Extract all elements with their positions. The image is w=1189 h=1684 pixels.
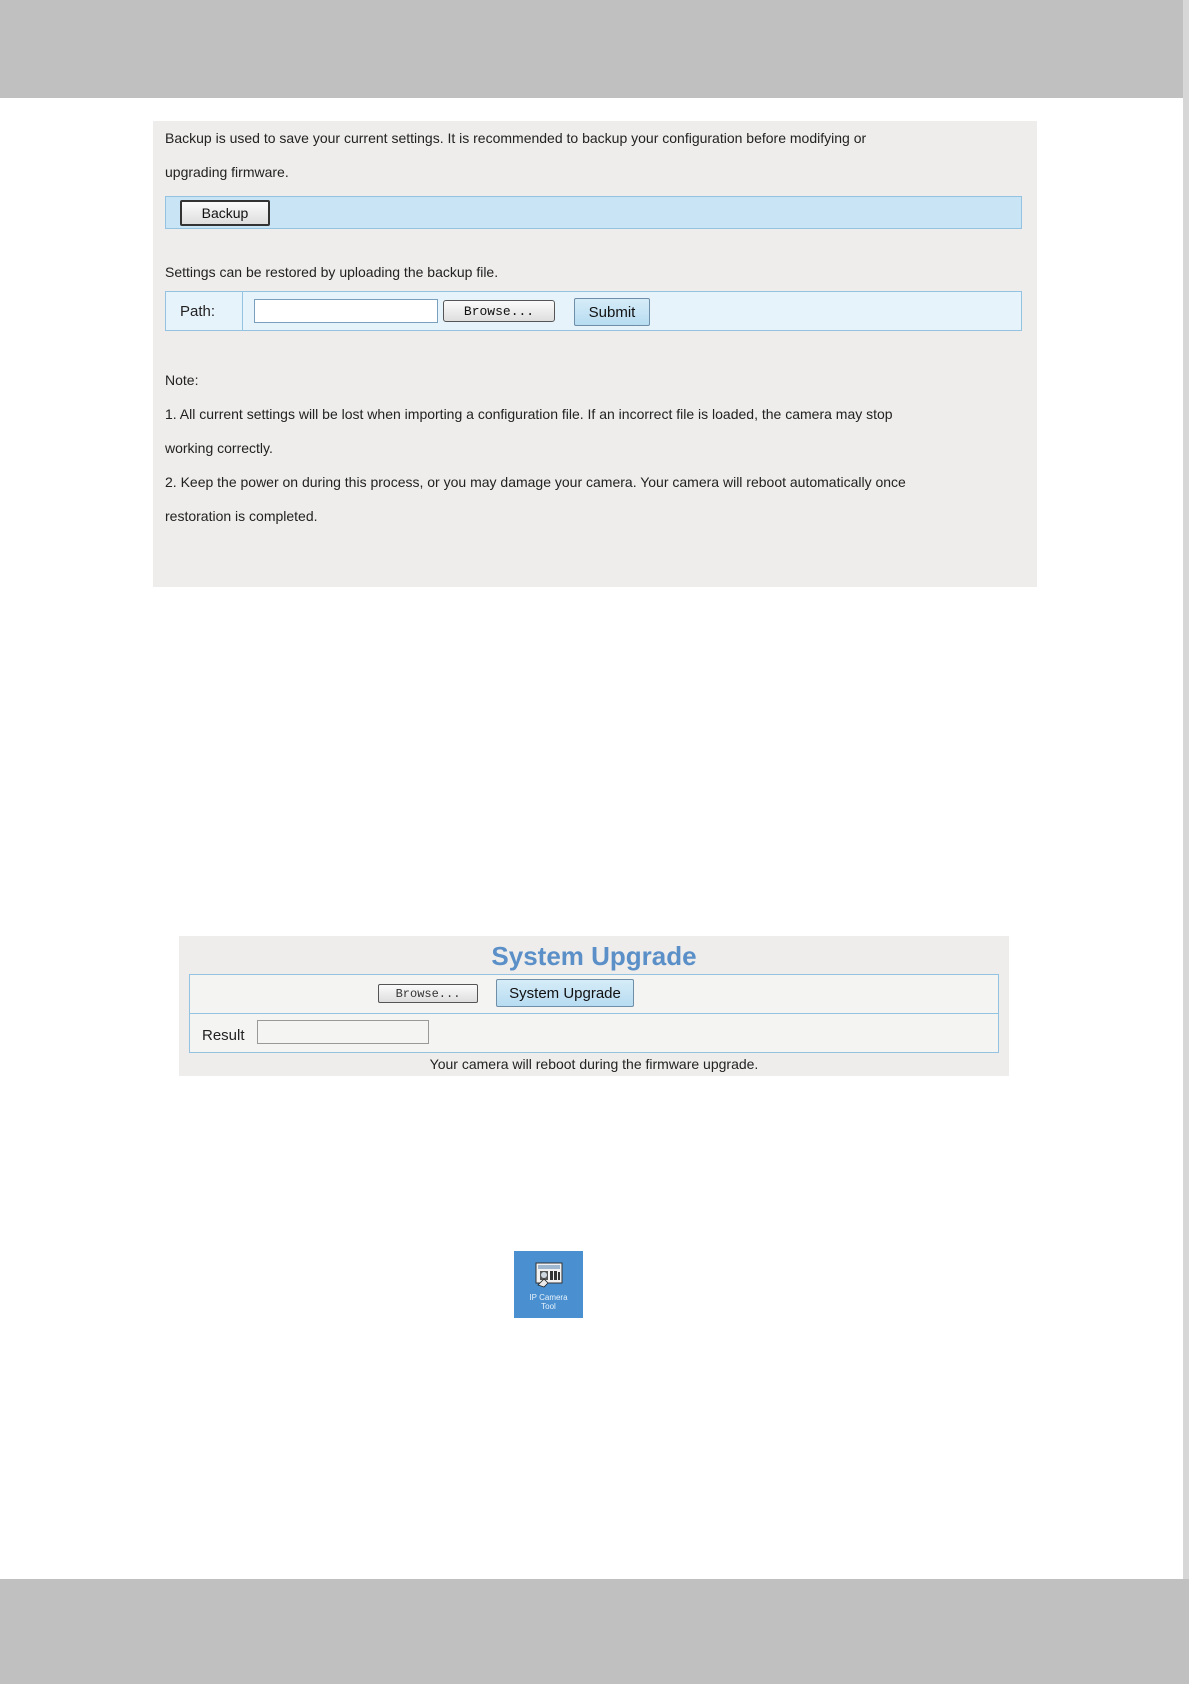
restore-path-row: [165, 291, 1022, 331]
path-label-cell: [166, 292, 243, 330]
system-upgrade-form: [189, 974, 999, 1053]
note1-line1: 1. All current settings will be lost when importing a configuration file. If an incorrect file is loaded, the camera may stop: [165, 406, 893, 422]
backup-button[interactable]: Backup: [180, 200, 270, 226]
backup-intro-line1: Backup is used to save your current settings. It is recommended to backup your configuration before modifying or: [165, 130, 867, 146]
upgrade-file-row: [190, 975, 998, 1014]
ip-camera-tool-shortcut[interactable]: [514, 1251, 583, 1318]
system-upgrade-panel: [179, 936, 1009, 1076]
backup-restore-panel: [153, 121, 1037, 587]
reboot-note: Your camera will reboot during the firmware upgrade.: [429, 1056, 759, 1072]
shortcut-label: [514, 1293, 583, 1311]
note-title: Note:: [165, 372, 199, 388]
system-upgrade-title: System Upgrade: [491, 941, 697, 971]
note2-line2: restoration is completed.: [165, 508, 318, 524]
backup-intro-line2: upgrading firmware.: [165, 164, 289, 180]
page-edge: [1183, 0, 1189, 1684]
backup-row: [165, 196, 1022, 229]
browse-button[interactable]: Browse...: [443, 300, 555, 322]
submit-button[interactable]: Submit: [574, 298, 650, 326]
note2-line1: 2. Keep the power on during this process, or you may damage your camera. Your camera will reboot automatically once: [165, 474, 906, 490]
firmware-browse-button[interactable]: Browse...: [378, 984, 478, 1003]
system-upgrade-button[interactable]: System Upgrade: [496, 979, 634, 1007]
path-input[interactable]: [254, 299, 438, 323]
path-label: Path:: [180, 303, 216, 320]
note1-line2: working correctly.: [165, 440, 273, 456]
page-footer-band: [0, 1579, 1189, 1684]
page-header-band: [0, 0, 1189, 98]
result-label: Result: [202, 1027, 245, 1044]
shortcut-label-line1: IP Camera: [529, 1293, 568, 1302]
shortcut-label-line2: Tool: [541, 1302, 556, 1311]
result-field: [257, 1020, 429, 1044]
restore-description: Settings can be restored by uploading the backup file.: [165, 264, 499, 280]
camera-tool-icon: [514, 1251, 583, 1293]
